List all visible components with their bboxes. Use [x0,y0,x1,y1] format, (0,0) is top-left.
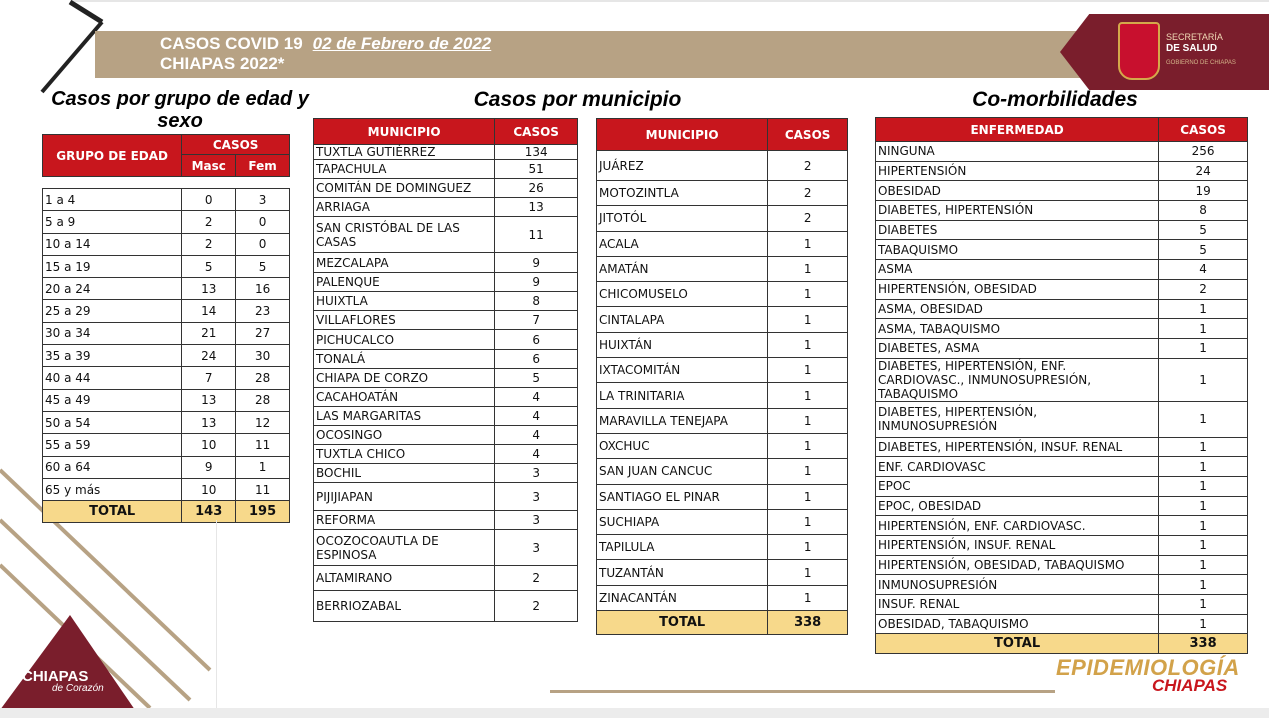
logo-line3: GOBIERNO DE CHIAPAS [1166,60,1236,66]
municipio-cases-cell: 11 [495,217,578,253]
municipio-name-cell: SAN JUAN CANCUC [597,459,768,484]
age-group-cell: 65 y más [43,478,182,500]
table-row [876,614,1248,634]
fem-cell: 30 [236,345,290,367]
fem-cell: 11 [236,434,290,456]
disease-cases-cell: 1 [1159,614,1248,634]
masc-cell: 13 [182,278,236,300]
disease-name-cell: DIABETES, HIPERTENSIÓN, ENF. CARDIOVASC., INMUNOSUPRESIÓN, TABAQUISMO [876,358,1159,401]
disease-name-cell: DIABETES, HIPERTENSIÓN [876,201,1159,221]
age-spacer [236,177,290,189]
table-row [597,282,848,307]
table-row [43,367,290,389]
municipio-name-cell: MARAVILLA TENEJAPA [597,408,768,433]
disease-name-cell: HIPERTENSIÓN, ENF. CARDIOVASC. [876,516,1159,536]
mun1-header-casos: CASOS [495,119,578,145]
municipio-cases-cell: 26 [495,179,578,198]
municipio-section-title: Casos por municipio [473,88,682,111]
age-spacer [43,177,182,189]
table-row [314,388,578,407]
fem-cell: 5 [236,255,290,277]
municipio-cases-cell: 2 [768,181,848,206]
municipio-cases-cell: 1 [768,332,848,357]
disease-cases-cell: 1 [1159,358,1248,401]
disease-name-cell: EPOC, OBESIDAD [876,496,1159,516]
age-total-fem: 195 [236,501,290,523]
municipio-cases-cell: 1 [768,383,848,408]
age-group-cell: 40 a 44 [43,367,182,389]
disease-cases-cell: 1 [1159,555,1248,575]
title-date: 02 de Febrero de 2022 [312,34,492,53]
table-row [43,189,290,211]
disease-name-cell: HIPERTENSIÓN [876,161,1159,181]
age-group-cell: 10 a 14 [43,233,182,255]
disease-name-cell: ENF. CARDIOVASC [876,457,1159,477]
municipio-name-cell: ARRIAGA [314,198,495,217]
disease-cases-cell: 1 [1159,319,1248,339]
epidemiologia-logo-line2: CHIAPAS [1152,676,1228,695]
municipio-cases-cell: 2 [495,566,578,591]
municipio-cases-cell: 1 [768,231,848,256]
fem-cell: 3 [236,189,290,211]
municipio-cases-cell: 1 [768,358,848,383]
municipio-name-cell: ZINACANTÁN [597,585,768,610]
disease-name-cell: DIABETES, HIPERTENSIÓN, INMUNOSUPRESIÓN [876,401,1159,437]
municipio-name-cell: SUCHIAPA [597,509,768,534]
municipio-cases-cell: 2 [768,206,848,231]
municipio-name-cell: BOCHIL [314,464,495,483]
title-subtitle: CHIAPAS 2022* [160,54,285,73]
masc-cell: 10 [182,434,236,456]
disease-name-cell: HIPERTENSIÓN, OBESIDAD [876,279,1159,299]
municipio-name-cell: OCOZOCOAUTLA DE ESPINOSA [314,530,495,566]
table-row [314,566,578,591]
table-row [876,401,1248,437]
disease-cases-cell: 1 [1159,338,1248,358]
mun-total-label: TOTAL [597,611,768,635]
table-row [314,591,578,622]
municipio-name-cell: TAPILULA [597,535,768,560]
age-group-cell: 15 a 19 [43,255,182,277]
municipio-cases-cell: 1 [768,459,848,484]
age-group-cell: 60 a 64 [43,456,182,478]
table-row [876,496,1248,516]
age-title-line1: Casos por grupo de edad y [51,88,309,110]
table-row [876,575,1248,595]
masc-cell: 0 [182,189,236,211]
municipio-cases-cell: 1 [768,484,848,509]
table-row [876,181,1248,201]
fem-cell: 27 [236,322,290,344]
municipio-name-cell: CACAHOATÁN [314,388,495,407]
masc-cell: 24 [182,345,236,367]
municipio-name-cell: VILLAFLORES [314,311,495,330]
municipio-name-cell: IXTACOMITÁN [597,358,768,383]
table-row [314,330,578,350]
table-row [597,459,848,484]
comorb-total-label: TOTAL [876,634,1159,654]
municipio-cases-cell: 3 [495,511,578,530]
municipio-cases-cell: 5 [495,369,578,388]
municipio-name-cell: OCOSINGO [314,426,495,445]
disease-cases-cell: 5 [1159,240,1248,260]
municipio-name-cell: COMITÁN DE DOMINGUEZ [314,179,495,198]
comorb-total-value: 338 [1159,634,1248,654]
age-section-title [30,88,330,132]
age-group-cell: 45 a 49 [43,389,182,411]
municipio-name-cell: LAS MARGARITAS [314,407,495,426]
municipio-name-cell: ACALA [597,231,768,256]
disease-name-cell: ASMA [876,260,1159,280]
disease-cases-cell: 1 [1159,401,1248,437]
table-row [314,511,578,530]
disease-cases-cell: 1 [1159,496,1248,516]
table-row [876,457,1248,477]
municipio-cases-cell: 9 [495,253,578,273]
mun2-header-municipio: MUNICIPIO [597,119,768,151]
table-row [876,299,1248,319]
municipio-table-1 [313,118,578,622]
chiapas-logo-text: CHIAPAS [22,668,89,685]
municipio-cases-cell: 3 [495,464,578,483]
disease-cases-cell: 1 [1159,457,1248,477]
masc-cell: 5 [182,255,236,277]
masc-cell: 13 [182,389,236,411]
disease-cases-cell: 19 [1159,181,1248,201]
municipio-cases-cell: 2 [495,591,578,622]
table-row [43,278,290,300]
table-row [314,483,578,511]
fem-cell: 16 [236,278,290,300]
table-row [876,358,1248,401]
table-row [43,389,290,411]
disease-name-cell: INMUNOSUPRESIÓN [876,575,1159,595]
comorbidities-table [875,117,1248,654]
table-row [314,273,578,292]
age-header-fem: Fem [236,155,290,177]
comorb-section-title: Co-morbilidades [972,88,1138,111]
logo-line2: DE SALUD [1166,43,1218,54]
table-row [876,220,1248,240]
municipio-name-cell: ALTAMIRANO [314,566,495,591]
table-row [314,464,578,483]
logo-line1: SECRETARÍA [1166,32,1223,42]
table-row [314,179,578,198]
age-group-cell: 50 a 54 [43,411,182,433]
age-total-masc: 143 [182,501,236,523]
table-row [597,332,848,357]
table-row [597,433,848,458]
disease-cases-cell: 24 [1159,161,1248,181]
disease-name-cell: TABAQUISMO [876,240,1159,260]
title-text: CASOS COVID 19 [160,34,303,53]
table-row [876,319,1248,339]
chiapas-shield-icon [1118,22,1160,80]
comorb-header-cases: CASOS [1159,118,1248,142]
table-row [314,253,578,273]
table-row [876,437,1248,457]
municipio-name-cell: PALENQUE [314,273,495,292]
disease-cases-cell: 5 [1159,220,1248,240]
municipio-cases-cell: 1 [768,307,848,332]
municipio-cases-cell: 1 [768,433,848,458]
table-row [876,595,1248,615]
table-row [314,369,578,388]
disease-name-cell: EPOC [876,476,1159,496]
table-row [876,161,1248,181]
table-row [314,311,578,330]
age-group-cell: 35 a 39 [43,345,182,367]
municipio-cases-cell: 3 [495,483,578,511]
municipio-name-cell: JITOTÓL [597,206,768,231]
table-row [597,585,848,610]
table-row [876,536,1248,556]
disease-name-cell: INSUF. RENAL [876,595,1159,615]
fem-cell: 1 [236,456,290,478]
municipio-cases-cell: 3 [495,530,578,566]
disease-cases-cell: 1 [1159,437,1248,457]
table-row [43,434,290,456]
table-row [597,181,848,206]
table-row [597,535,848,560]
table-row [876,240,1248,260]
fem-cell: 12 [236,411,290,433]
municipio-name-cell: TUZANTÁN [597,560,768,585]
table-row [597,509,848,534]
municipio-name-cell: TAPACHULA [314,160,495,179]
table-row [876,279,1248,299]
table-row [314,292,578,311]
age-group-cell: 30 a 34 [43,322,182,344]
age-group-cell: 1 a 4 [43,189,182,211]
table-row [43,456,290,478]
municipio-name-cell: OXCHUC [597,433,768,458]
age-title-line2: sexo [157,110,203,132]
table-row [43,411,290,433]
disease-name-cell: NINGUNA [876,142,1159,162]
municipio-name-cell: MOTOZINTLA [597,181,768,206]
table-row [43,211,290,233]
masc-cell: 13 [182,411,236,433]
municipio-cases-cell: 51 [495,160,578,179]
disease-name-cell: ASMA, OBESIDAD [876,299,1159,319]
municipio-cases-cell: 4 [495,445,578,464]
municipio-name-cell: TONALÁ [314,350,495,369]
municipio-cases-cell: 8 [495,292,578,311]
chiapas-logo-subtext: de Corazón [52,683,104,694]
table-row [314,407,578,426]
table-row [597,206,848,231]
municipio-cases-cell: 6 [495,350,578,369]
table-row [43,233,290,255]
age-group-cell: 55 a 59 [43,434,182,456]
table-row [314,426,578,445]
bottom-border [0,708,1269,718]
masc-cell: 2 [182,233,236,255]
disease-name-cell: OBESIDAD, TABAQUISMO [876,614,1159,634]
table-row [314,445,578,464]
page-title [160,34,491,74]
mun2-header-casos: CASOS [768,119,848,151]
age-header-group: GRUPO DE EDAD [43,135,182,177]
table-row [597,151,848,181]
municipio-name-cell: SAN CRISTÓBAL DE LAS CASAS [314,217,495,253]
disease-cases-cell: 1 [1159,575,1248,595]
municipio-cases-cell: 4 [495,407,578,426]
age-group-cell: 25 a 29 [43,300,182,322]
table-row [314,217,578,253]
table-row [876,476,1248,496]
municipio-name-cell: CINTALAPA [597,307,768,332]
municipio-name-cell: MEZCALAPA [314,253,495,273]
masc-cell: 10 [182,478,236,500]
municipio-name-cell: AMATÁN [597,256,768,281]
municipio-cases-cell: 4 [495,426,578,445]
mun1-header-municipio: MUNICIPIO [314,119,495,145]
table-row [43,322,290,344]
municipio-name-cell: CHICOMUSELO [597,282,768,307]
disease-cases-cell: 1 [1159,516,1248,536]
disease-name-cell: DIABETES, HIPERTENSIÓN, INSUF. RENAL [876,437,1159,457]
municipio-cases-cell: 1 [768,535,848,560]
disease-cases-cell: 256 [1159,142,1248,162]
municipio-name-cell: HUIXTLA [314,292,495,311]
table-row [314,145,578,160]
table-row [597,307,848,332]
municipio-name-cell: HUIXTÁN [597,332,768,357]
disease-cases-cell: 8 [1159,201,1248,221]
fem-cell: 28 [236,389,290,411]
fem-cell: 11 [236,478,290,500]
disease-cases-cell: 1 [1159,476,1248,496]
disease-cases-cell: 1 [1159,299,1248,319]
disease-cases-cell: 2 [1159,279,1248,299]
age-header-masc: Masc [182,155,236,177]
municipio-cases-cell: 4 [495,388,578,407]
table-row [876,142,1248,162]
disease-cases-cell: 1 [1159,536,1248,556]
municipio-name-cell: PIJIJIAPAN [314,483,495,511]
municipio-cases-cell: 13 [495,198,578,217]
masc-cell: 9 [182,456,236,478]
comorb-header-disease: ENFERMEDAD [876,118,1159,142]
age-group-cell: 5 a 9 [43,211,182,233]
mun-total-value: 338 [768,611,848,635]
municipio-name-cell: CHIAPA DE CORZO [314,369,495,388]
table-row [43,255,290,277]
municipio-name-cell: BERRIOZABAL [314,591,495,622]
table-row [876,338,1248,358]
municipio-table-2 [596,118,848,635]
fem-cell: 28 [236,367,290,389]
disease-cases-cell: 1 [1159,595,1248,615]
municipio-name-cell: JUÁREZ [597,151,768,181]
municipio-cases-cell: 1 [768,282,848,307]
table-row [876,555,1248,575]
table-row [43,300,290,322]
municipio-name-cell: SANTIAGO EL PINAR [597,484,768,509]
disease-name-cell: DIABETES [876,220,1159,240]
masc-cell: 2 [182,211,236,233]
municipio-cases-cell: 1 [768,256,848,281]
masc-cell: 7 [182,367,236,389]
table-row [43,345,290,367]
table-row [597,408,848,433]
table-row [876,201,1248,221]
municipio-name-cell: LA TRINITARIA [597,383,768,408]
age-spacer [182,177,236,189]
age-header-cases: CASOS [182,135,290,155]
municipio-name-cell: REFORMA [314,511,495,530]
table-row [314,530,578,566]
table-row [876,516,1248,536]
municipio-cases-cell: 9 [495,273,578,292]
municipio-cases-cell: 1 [768,408,848,433]
table-row [43,478,290,500]
table-row [597,383,848,408]
municipio-cases-cell: 7 [495,311,578,330]
disease-name-cell: OBESIDAD [876,181,1159,201]
table-row [314,160,578,179]
table-row [876,260,1248,280]
divider-line [216,520,217,710]
table-row [597,358,848,383]
disease-name-cell: HIPERTENSIÓN, OBESIDAD, TABAQUISMO [876,555,1159,575]
table-row [597,256,848,281]
disease-name-cell: DIABETES, ASMA [876,338,1159,358]
age-group-table [42,134,290,523]
municipio-cases-cell: 1 [768,509,848,534]
municipio-cases-cell: 1 [768,560,848,585]
fem-cell: 0 [236,211,290,233]
fem-cell: 0 [236,233,290,255]
chiapas-logo-triangle [0,615,135,710]
age-total-label: TOTAL [43,501,182,523]
masc-cell: 14 [182,300,236,322]
municipio-cases-cell: 2 [768,151,848,181]
table-row [597,231,848,256]
table-row [597,484,848,509]
municipio-name-cell: TUXTLA GUTIÉRREZ [314,145,495,160]
municipio-cases-cell: 134 [495,145,578,160]
secretaria-logo-box [1060,14,1269,90]
disease-name-cell: ASMA, TABAQUISMO [876,319,1159,339]
age-group-cell: 20 a 24 [43,278,182,300]
bottom-gold-line [550,690,1055,693]
epidemiologia-logo-line1: EPIDEMIOLOGÍA [1056,655,1240,680]
municipio-cases-cell: 1 [768,585,848,610]
disease-cases-cell: 4 [1159,260,1248,280]
table-row [597,560,848,585]
masc-cell: 21 [182,322,236,344]
municipio-name-cell: PICHUCALCO [314,330,495,350]
municipio-name-cell: TUXTLA CHICO [314,445,495,464]
disease-name-cell: HIPERTENSIÓN, INSUF. RENAL [876,536,1159,556]
municipio-cases-cell: 6 [495,330,578,350]
table-row [314,350,578,369]
fem-cell: 23 [236,300,290,322]
table-row [314,198,578,217]
